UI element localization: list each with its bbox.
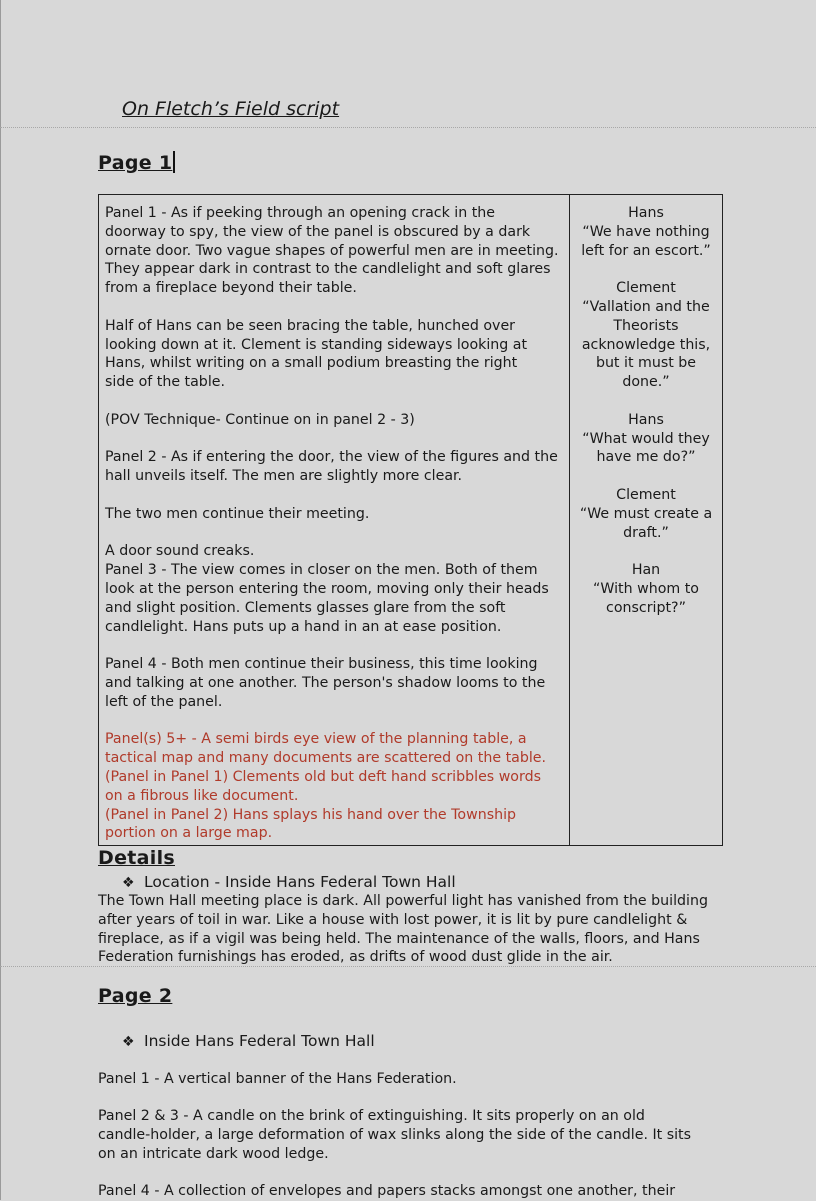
dialogue-line: acknowledge this, bbox=[581, 336, 711, 353]
dialogue-line: left for an escort.” bbox=[581, 242, 711, 259]
details-text bbox=[98, 892, 728, 967]
details-bullet bbox=[122, 873, 456, 891]
action-line: look at the person entering the room, moving only their heads bbox=[105, 580, 549, 597]
blank-line bbox=[105, 430, 563, 449]
panel-line: on an intricate dark wood ledge. bbox=[98, 1145, 329, 1162]
script-table bbox=[98, 194, 723, 846]
action-note-line: Panel(s) 5+ - A semi birds eye view of the planning table, a bbox=[105, 731, 527, 748]
action-line: Panel 4 - Both men continue their business, this time looking bbox=[105, 656, 538, 673]
details-line: The Town Hall meeting place is dark. All powerful light has vanished from the building bbox=[98, 893, 708, 909]
page-2-bullet-text: Inside Hans Federal Town Hall bbox=[144, 1032, 375, 1050]
dialogue-line: done.” bbox=[622, 374, 670, 391]
panel-line: candle-holder, a large deformation of wax slinks along the side of the candle. It sits bbox=[98, 1126, 692, 1143]
dialogue-line: Hans bbox=[628, 411, 664, 428]
action-note-line: (Panel in Panel 1) Clements old but deft hand scribbles words bbox=[105, 768, 541, 785]
action-column bbox=[99, 195, 570, 845]
action-line: looking down at it. Clement is standing sideways looking at bbox=[105, 336, 528, 353]
page-2-panel-1: Panel 1 - A vertical banner of the Hans Federation. bbox=[98, 1071, 457, 1087]
dialogue-line: have me do?” bbox=[596, 449, 696, 466]
action-line: left of the panel. bbox=[105, 693, 223, 710]
action-line: The two men continue their meeting. bbox=[105, 505, 370, 522]
page-left-edge bbox=[0, 0, 1, 1200]
dialogue-line: “Vallation and the bbox=[582, 298, 710, 315]
dialogue-line: Clement bbox=[616, 280, 676, 297]
action-line: A door sound creaks. bbox=[105, 543, 255, 560]
action-line: from a fireplace beyond their table. bbox=[105, 280, 357, 297]
action-note-line: (Panel in Panel 2) Hans splays his hand over the Township bbox=[105, 806, 517, 823]
dialogue-line: “With whom to bbox=[593, 580, 699, 597]
action-line: and slight position. Clements glasses glare from the soft bbox=[105, 599, 506, 616]
action-line: doorway to spy, the view of the panel is obscured by a dark bbox=[105, 223, 531, 240]
page-2-panel-4: Panel 4 - A collection of envelopes and papers stacks amongst one another, their bbox=[98, 1183, 676, 1199]
dialogue-line: draft.” bbox=[623, 524, 669, 541]
blank-line bbox=[105, 298, 563, 317]
details-line: after years of toil in war. Like a house with lost power, it is lit by pure candlelight & bbox=[98, 911, 688, 928]
diamond-bullet-icon: ❖ bbox=[122, 875, 135, 891]
action-note-line: tactical map and many documents are scattered on the table. bbox=[105, 750, 547, 767]
page-2-panel-2-3 bbox=[98, 1107, 728, 1163]
details-heading: Details bbox=[98, 847, 175, 869]
dialogue-line: Hans bbox=[628, 205, 664, 221]
page-2-bullet bbox=[122, 1032, 375, 1050]
dialogue-line: Clement bbox=[616, 486, 676, 503]
blank-line bbox=[105, 392, 563, 411]
dialogue-line: “What would they bbox=[582, 430, 710, 447]
action-note-line: portion on a large map. bbox=[105, 825, 273, 842]
diamond-bullet-icon: ❖ bbox=[122, 1034, 135, 1050]
action-line: Half of Hans can be seen bracing the table, hunched over bbox=[105, 317, 516, 334]
action-line: Hans, whilst writing on a small podium breasting the right bbox=[105, 355, 518, 372]
blank-line bbox=[105, 712, 563, 731]
blank-line bbox=[105, 486, 563, 505]
dialogue-line: “We have nothing bbox=[582, 223, 710, 240]
action-line: (POV Technique- Continue on in panel 2 - 3) bbox=[105, 411, 415, 428]
page-break-line bbox=[0, 966, 816, 967]
dialogue-line: Theorists bbox=[613, 317, 679, 334]
text-cursor bbox=[173, 151, 175, 173]
action-line: ornate door. Two vague shapes of powerful men are in meeting. bbox=[105, 242, 559, 259]
action-line: They appear dark in contrast to the candlelight and soft glares bbox=[105, 261, 551, 278]
blank-line bbox=[105, 636, 563, 655]
panel-line: Panel 2 & 3 - A candle on the brink of extinguishing. It sits properly on an old bbox=[98, 1108, 645, 1124]
dialogue-column bbox=[570, 195, 722, 845]
action-line: Panel 2 - As if entering the door, the view of the figures and the bbox=[105, 449, 558, 466]
action-line: Panel 1 - As if peeking through an opening crack in the bbox=[105, 205, 496, 221]
page-2-heading: Page 2 bbox=[98, 985, 173, 1007]
dialogue-line: “We must create a bbox=[579, 505, 713, 522]
details-line: Federation furnishings has eroded, as drifts of wood dust glide in the air. bbox=[98, 949, 613, 966]
action-line: Panel 3 - The view comes in closer on the men. Both of them bbox=[105, 562, 538, 579]
blank-line bbox=[576, 392, 716, 411]
action-line: side of the table. bbox=[105, 374, 225, 391]
details-bullet-text: Location - Inside Hans Federal Town Hall bbox=[144, 873, 456, 891]
action-line: candlelight. Hans puts up a hand in an at ease position. bbox=[105, 618, 502, 635]
document-title: On Fletch’s Field script bbox=[122, 98, 340, 120]
blank-line bbox=[105, 524, 563, 543]
dialogue-line: conscript?” bbox=[606, 599, 686, 616]
action-line: and talking at one another. The person's shadow looms to the bbox=[105, 674, 546, 691]
page-1-heading[interactable] bbox=[98, 151, 175, 174]
blank-line bbox=[576, 542, 716, 561]
page-break-line bbox=[0, 127, 816, 128]
blank-line bbox=[576, 260, 716, 279]
dialogue-line: Han bbox=[631, 562, 661, 579]
details-line: fireplace, as if a vigil was being held. The maintenance of the walls, floors, and Hans bbox=[98, 930, 700, 947]
action-note-line: on a fibrous like document. bbox=[105, 787, 299, 804]
blank-line bbox=[576, 467, 716, 486]
dialogue-line: but it must be bbox=[595, 355, 697, 372]
page-1-heading-text: Page 1 bbox=[98, 152, 173, 174]
action-line: hall unveils itself. The men are slightly more clear. bbox=[105, 468, 463, 485]
